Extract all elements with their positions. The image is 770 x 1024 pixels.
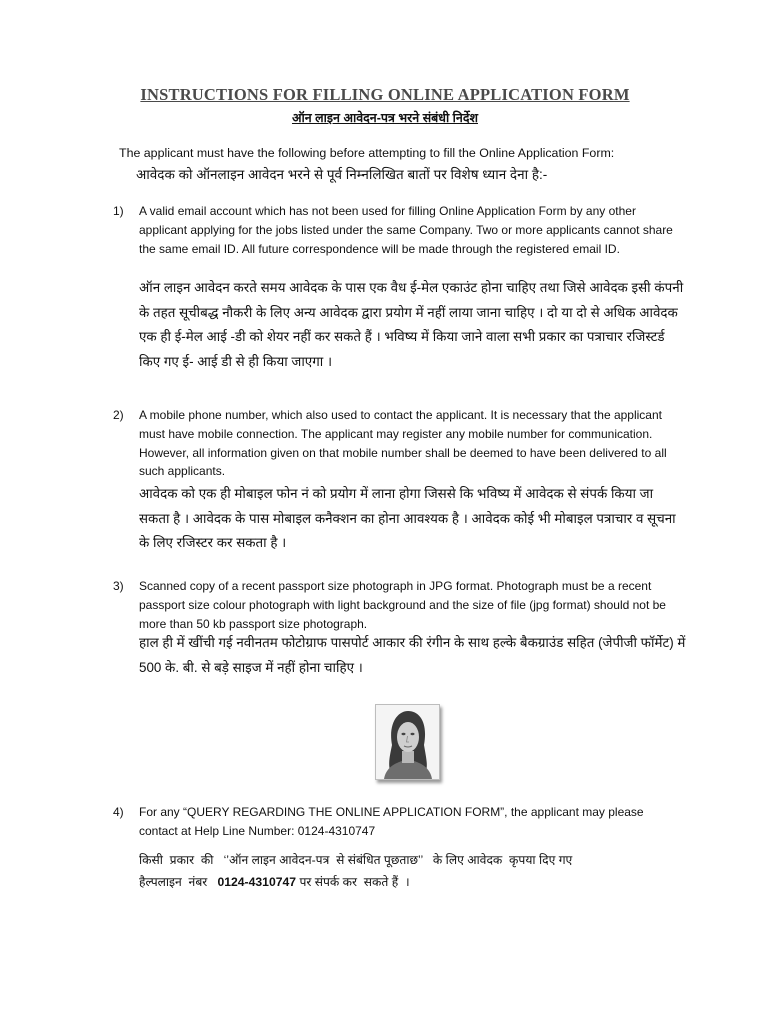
item-text-hindi: आवेदक को एक ही मोबाइल फोन नं को प्रयोग में लाना होगा जिससे कि भविष्य में आवेदक से संपर्क किया जा सकता है । आवेदक के पास मोबाइल कनैक्शन का होना आवश्यक है । आवेदक कोई भी मोबाइल पत्राचार व सूचना के लिए रजिस्टर कर सकता है । bbox=[139, 486, 676, 550]
page-title: INSTRUCTIONS FOR FILLING ONLINE APPLICATION FORM bbox=[140, 85, 630, 104]
item-text-hindi: हाल ही में खींची गई नवीनतम फोटोग्राफ पासपोर्ट आकार की रंगीन के साथ हल्के बैकग्राउंड सहित (जेपीजी फॉर्मेट) में 500 के. बी. से बड़े साइज में नहीं होना चाहिए । bbox=[139, 635, 686, 675]
query-text-hindi-line1: किसी प्रकार की ‘’ऑन लाइन आवेदन-पत्र से संबंधित पूछताछ’’ के लिए आवेदक कृपया दिए गए bbox=[139, 853, 573, 867]
sample-passport-photo bbox=[375, 704, 440, 780]
item-text-english: A mobile phone number, which also used to contact the applicant. It is necessary that the applicant must have mobile connection. The applicant may register any mobile number for communication. However, all information given on that mobile number shall be deemed to have been delivered to all such applicants. bbox=[139, 408, 667, 479]
item-text-hindi: ऑन लाइन आवेदन करते समय आवेदक के पास एक वैध ई-मेल एकाउंट होना चाहिए तथा जिसे आवेदक इसी कंपनी के तहत सूचीबद्ध नौकरी के लिए अन्य आवेदक द्वारा प्रयोग में नहीं लाया जाना चाहिए । दो या दो से अधिक आवेदक एक ही ई-मेल आई -डी को शेयर नहीं कर सकते हैं । भविष्य में किया जाने वाला सभी प्रकार का पत्राचार रजिस्टर्ड किए गए ई- आई डी से ही किया जाएगा । bbox=[139, 280, 684, 369]
item-text-english: For any “QUERY REGARDING THE ONLINE APPLICATION FORM”, the applicant may please contact at Help Line Number: 0124-4310747 bbox=[139, 805, 644, 838]
intro-text-english: The applicant must have the following before attempting to fill the Online Application Form: bbox=[119, 146, 615, 160]
item-text-english: Scanned copy of a recent passport size photograph in JPG format. Photograph must be a recent passport size colour photograph with light background and the size of file (jpg format) should not be more than 50 kb passport size photograph. bbox=[139, 579, 666, 631]
helpline-label: हैल्पलाइन नंबर bbox=[139, 875, 218, 889]
query-text-hindi-line2 bbox=[139, 873, 410, 890]
item-number: 3) bbox=[113, 579, 124, 593]
item-number: 1) bbox=[113, 204, 124, 218]
item-number: 4) bbox=[113, 805, 124, 819]
item-text-english: A valid email account which has not been used for filling Online Application Form by any other applicant applying for the jobs listed under the same Company. Two or more applicants cannot share the same email ID. All future correspondence will be made through the registered email ID. bbox=[139, 204, 673, 256]
passport-photo-image bbox=[376, 705, 439, 779]
intro-text-hindi: आवेदक को ऑनलाइन आवेदन भरने से पूर्व निम्नलिखित बातों पर विशेष ध्यान देना है:- bbox=[136, 167, 548, 182]
page-subtitle-hindi: ऑन लाइन आवेदन-पत्र भरने संबंधी निर्देश bbox=[291, 111, 478, 125]
item-number: 2) bbox=[113, 408, 124, 422]
helpline-suffix: पर संपर्क कर सकते हैं । bbox=[296, 875, 410, 889]
helpline-number: 0124-4310747 bbox=[217, 875, 297, 889]
